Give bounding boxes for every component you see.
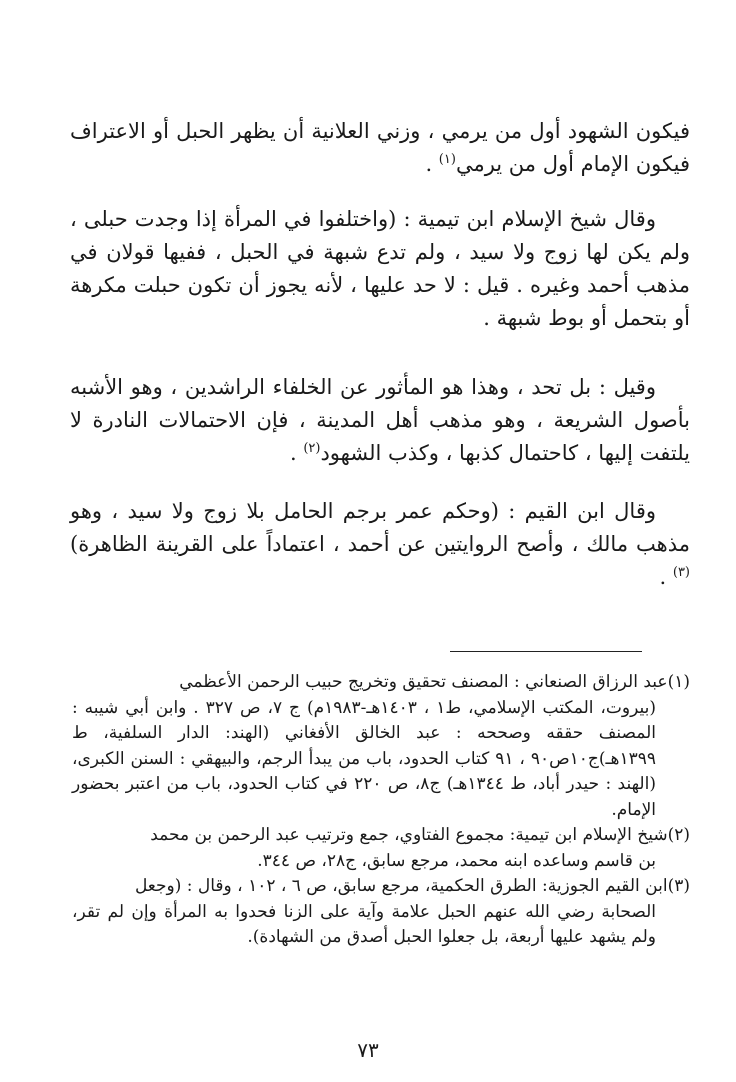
paragraph-3-text: وقيل : بل تحد ، وهذا هو المأثور عن الخلفاء الراشدين ، وهو الأشبه بأصول الشريعة ، وهو مذهب أهل المدينة ، فإن الاحتمالات النادرة لا يلتفت إليها ، كاحتمال كذبها ، وكذب الشهود bbox=[70, 375, 690, 465]
paragraph-3-end: . bbox=[289, 441, 304, 465]
footnote-ref-1[interactable]: (١) bbox=[438, 152, 456, 167]
paragraph-1 bbox=[70, 115, 690, 181]
paragraph-2 bbox=[70, 203, 690, 335]
footnote-3 bbox=[72, 874, 690, 900]
footnote-1-continued: (بيروت، المكتب الإسلامي، ط١ ، ١٤٠٣هـ-١٩٨٣م) ج ٧، ص ٣٢٧ . وابن أبي شيبه : المصنف حققه وصححه : عبد الخالق الأفغاني (الهند: الدار السلفية، ط ١٣٩٩هـ)ج١٠ص٩٠ ، ٩١ كتاب الحدود، باب من يبدأ الرجم، والبيهقي : السنن الكبرى، (الهند : حيدر أباد، ط ١٣٤٤هـ) ج٨، ص ٢٢٠ في كتاب الحدود، باب من اعتبر بحضور الإمام. bbox=[72, 697, 657, 820]
paragraph-4 bbox=[70, 495, 690, 594]
footnote-1-label: (١) bbox=[667, 672, 690, 692]
paragraph-4-end: . bbox=[659, 565, 673, 589]
footnote-2 bbox=[72, 823, 690, 849]
footnotes-section bbox=[72, 670, 690, 951]
footnote-2-label: (٢) bbox=[667, 825, 690, 845]
footnote-3-text: ابن القيم الجوزية: الطرق الحكمية، مرجع سابق، ص ٦ ، ١٠٢ ، وقال : (وجعل bbox=[134, 876, 668, 896]
footnote-ref-3[interactable]: (٣) bbox=[672, 565, 690, 580]
paragraph-1-end: . bbox=[425, 152, 439, 176]
paragraph-3 bbox=[70, 371, 690, 470]
footnote-ref-2[interactable]: (٢) bbox=[303, 441, 321, 456]
footnote-divider bbox=[450, 651, 642, 652]
paragraph-4-text: وقال ابن القيم : (وحكم عمر برجم الحامل بلا زوج ولا سيد ، وهو مذهب مالك ، وأصح الروايتين عن أحمد ، اعتماداً على القرينة الظاهرة) bbox=[70, 499, 690, 556]
paragraph-2-text: وقال شيخ الإسلام ابن تيمية : (واختلفوا في المرأة إذا وجدت حبلى ، ولم يكن لها زوج ولا سيد ، ولم تدع شبهة في الحبل ، ففيها قولان في مذهب أحمد وغيره . قيل : لا حد عليها ، لأنه يجوز أن تكون حبلت مكرهة أو بتحمل أو بوط شبهة . bbox=[70, 207, 690, 330]
footnote-3-label: (٣) bbox=[667, 876, 690, 896]
footnote-2-continued: بن قاسم وساعده ابنه محمد، مرجع سابق، ج٢٨، ص ٣٤٤. bbox=[257, 850, 656, 871]
page-number: ٧٣ bbox=[357, 1038, 379, 1062]
footnote-1-text: عبد الرزاق الصنعاني : المصنف تحقيق وتخريج حبيب الرحمن الأعظمي bbox=[179, 672, 668, 692]
footnote-3-continued: الصحابة رضي الله عنهم الحبل علامة وآية على الزنا فحدوا به المرأة وإن لم تقر، ولم يشهد عليها أربعة، بل جعلوا الحبل أصدق من الشهادة). bbox=[72, 901, 656, 947]
footnote-1 bbox=[72, 670, 690, 696]
paragraph-1-text: فيكون الشهود أول من يرمي ، وزني العلانية أن يظهر الحبل أو الاعتراف فيكون الإمام أول من يرمي bbox=[70, 119, 690, 176]
footnote-2-text: شيخ الإسلام ابن تيمية: مجموع الفتاوي، جمع وترتيب عبد الرحمن بن محمد bbox=[150, 825, 668, 845]
